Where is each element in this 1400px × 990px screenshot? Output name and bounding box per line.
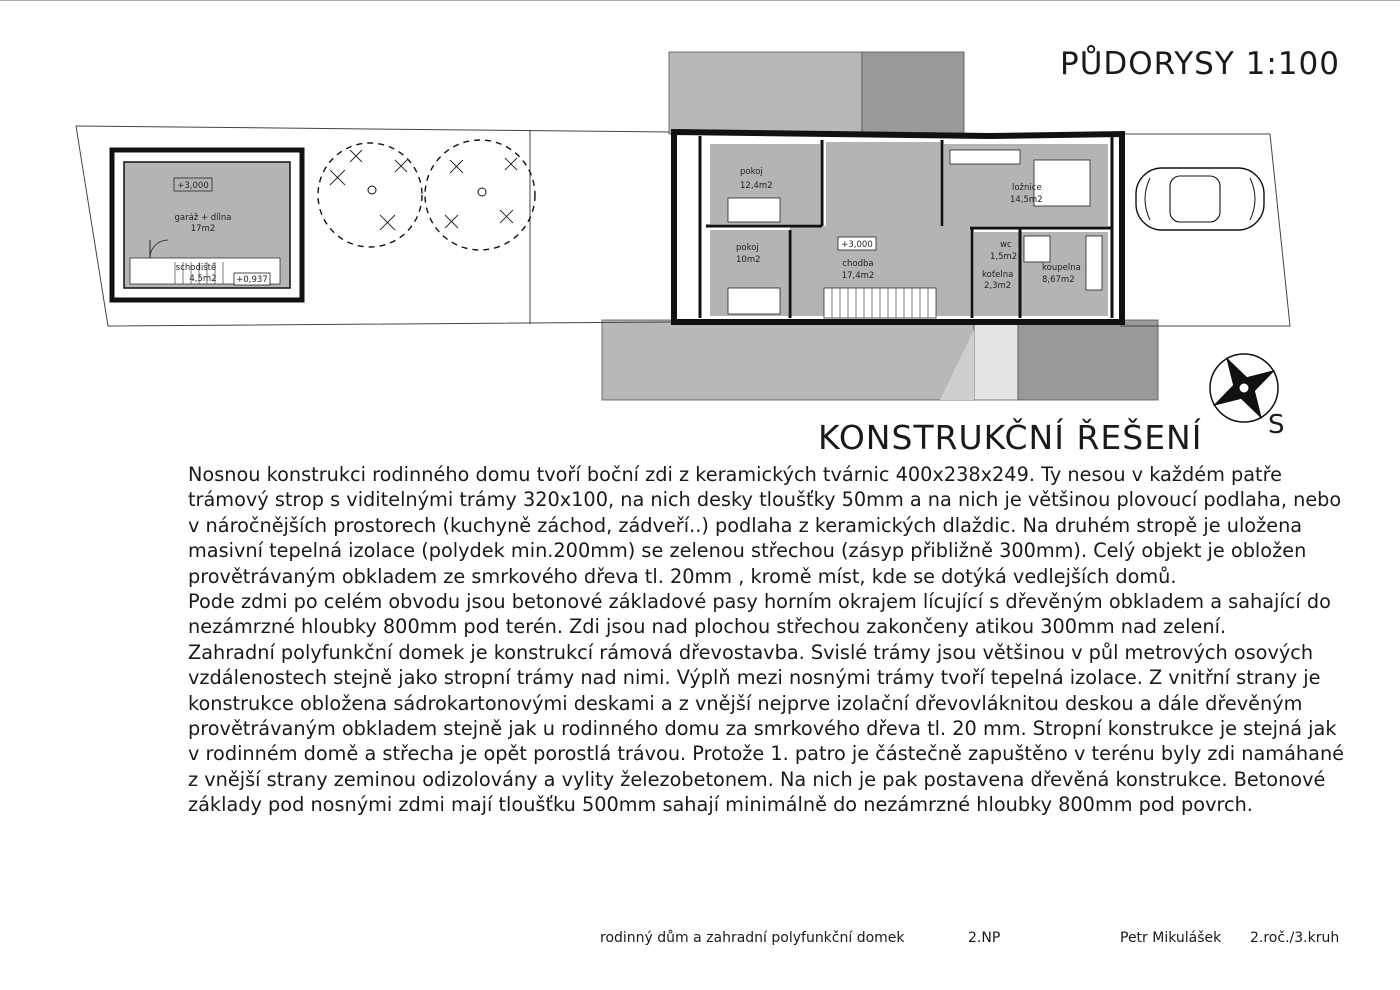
house-level-mark: +3,000 (841, 240, 873, 250)
paragraph-3: Zahradní polyfunkční domek je konstrukcí rámová dřevostavba. Svislé trámy jsou většinou v půl metrových osových vzdálenostech stejně jako stropní trámy nad nimi. Výplň mezi nosnými trámy tvoří tepelná izolace. Z vnitřní strany je konstrukce obložena sádrokartonovými deskami a z vnější nejprve izolační dřevovláknitou deskou a dále dřevěným provětrávaným obkladem stejně jak u rodinného domu za smrkového dřeva tl. 20 mm. Stropní konstrukce je stejná jak v rodinném domě a střecha je opět porostlá trávou. Protože 1. patro je částečně zapuštěno v terénu byly zdi namáhané z vnější strany zeminou odizolovány a vylity železobetonem. Na nich je pak postavena dřevěná konstrukce. Betonové základy pod nosnými zdmi mají tloušťku 500mm sahají minimálně do nezámrzné hloubky 800mm pod povrch. (188, 640, 1345, 817)
compass-south-label: S (1268, 410, 1285, 440)
footer-author: Petr Mikulášek (1120, 930, 1222, 946)
garden-stair-level: +0,937 (236, 275, 268, 285)
room-1-name: pokoj (736, 243, 759, 253)
footer-project: rodinný dům a zahradní polyfunkční domek (600, 930, 905, 946)
sheet-title: PŮDORYSY 1:100 (1060, 46, 1340, 82)
house-plan (674, 132, 1122, 322)
garden-trees (318, 140, 535, 250)
section-heading: KONSTRUKČNÍ ŘEŠENÍ (818, 418, 1203, 457)
room-2-name: chodba (842, 259, 874, 269)
paragraph-2: Pode zdmi po celém obvodu jsou betonové základové pasy horním okrajem lícující s dřevěným obkladem a sahající do nezámrzné hloubky 800mm pod terén. Zdi jsou nad plochou střechou zakončeny atikou 300mm nad zelení. (188, 590, 1331, 639)
floor-plan-drawing (0, 0, 1400, 460)
room-3-area: 14,5m2 (1010, 195, 1043, 205)
room-4-area: 1,5m2 (990, 252, 1018, 262)
garden-stair-area: 4,5m2 (189, 274, 217, 284)
room-1-area: 10m2 (736, 255, 761, 265)
garden-stair-label: schodiště (175, 263, 217, 273)
room-6-name: koupelna (1042, 263, 1081, 273)
room-4-name: wc (1000, 240, 1012, 250)
room-5-area: 2,3m2 (984, 281, 1012, 291)
paragraph-1: Nosnou konstrukci rodinného domu tvoří boční zdi z keramických tvárnic 400x238x249. Ty nesou v každém patře trámový strop s viditelnými trámy 320x100, na nich desky tloušťky 50mm a na nich je většinou plovoucí podlaha, nebo v náročnějších prostorech (kuchyně záchod, zádveří..) podlaha z keramických dlaždic. Na druhém stropě je uložena masivní tepelná izolace (polydek min.200mm) se zelenou střechou (zásyp přibližně 300mm). Celý objekt je obložen provětrávaným obkladem ze smrkového dřeva tl. 20mm , kromě míst, kde se dotýká vedlejších domů. (188, 463, 1342, 588)
room-3-name: ložnice (1012, 183, 1042, 193)
garden-level-mark: +3,000 (177, 181, 209, 191)
garden-room-name: garáž + dílna (174, 213, 232, 223)
room-0-area: 12,4m2 (740, 181, 773, 191)
room-0-name: pokoj (740, 167, 763, 177)
garden-house-plan (112, 150, 302, 300)
footer-floor: 2.NP (968, 930, 1001, 946)
description-text (188, 462, 1353, 818)
room-6-area: 8,67m2 (1042, 275, 1075, 285)
room-5-name: koťelna (982, 270, 1014, 280)
footer-course: 2.roč./3.kruh (1250, 930, 1340, 946)
room-2-area: 17,4m2 (841, 271, 875, 281)
garden-room-area: 17m2 (190, 224, 216, 234)
parked-car (1136, 168, 1264, 230)
